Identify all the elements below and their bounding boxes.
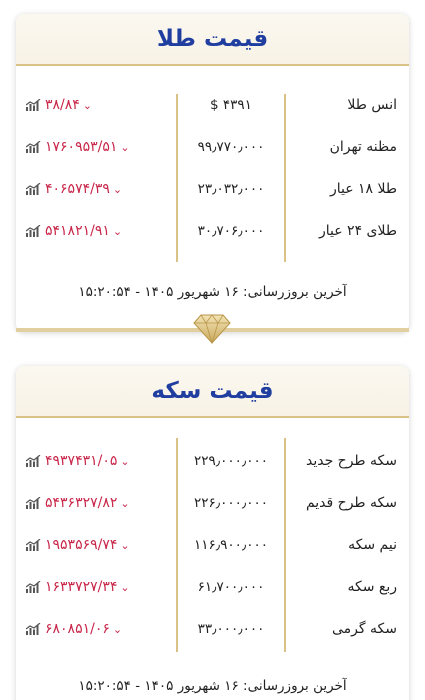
change-amount: ۵۴۱۸۲۱/۹۱ [45,223,110,239]
chevron-down-icon: ⌄ [120,140,130,154]
bar-chart-icon [26,455,42,467]
price-row-gold-18k[interactable] [16,168,409,210]
price-value: ۱۱۶٫۹۰۰٫۰۰۰ [193,537,269,553]
change-amount: ۳۸/۸۴ [45,97,80,113]
last-update-text: آخرین بروزرسانی: ۱۶ شهریور ۱۴۰۵ - ۱۵:۲۰:۵۴ [78,284,347,300]
change-value [26,210,122,252]
bar-chart-icon [26,497,42,509]
chevron-down-icon: ⌄ [120,538,130,552]
price-value: ۶۱٫۷۰۰٫۰۰۰ [197,579,265,595]
price-value: ۲۳٫۰۳۲٫۰۰۰ [197,181,265,197]
coin-card-title: قیمت سکه [151,378,274,404]
change-amount: ۶۸۰۸۵۱/۰۶ [45,621,110,637]
item-name: انس طلا [347,97,397,113]
item-name: مظنه تهران [329,139,397,155]
price-value: ۳۳٫۰۰۰٫۰۰۰ [197,621,265,637]
bar-chart-icon [26,539,42,551]
price-row-tehran[interactable] [16,126,409,168]
coin-price-list [16,418,409,637]
change-value [26,524,130,566]
chevron-down-icon: ⌄ [112,182,123,196]
gold-price-card [16,14,409,332]
price-row-quarter-coin[interactable] [16,566,409,608]
price-row-ounce[interactable] [16,84,409,126]
price-row-half-coin[interactable] [16,524,409,566]
last-update-text: آخرین بروزرسانی: ۱۶ شهریور ۱۴۰۵ - ۱۵:۲۰:۵۴ [78,678,347,694]
change-amount: ۵۴۳۶۳۲۷/۸۲ [45,495,118,511]
change-value [26,440,130,482]
change-amount: ۱۹۵۳۵۶۹/۷۴ [45,537,118,553]
change-amount: ۴۹۳۷۴۳۱/۰۵ [45,453,118,469]
item-name: سکه طرح قدیم [305,495,397,511]
change-amount: ۱۶۳۳۷۲۷/۳۴ [45,579,118,595]
change-amount: ۱۷۶۰۹۵۳/۵۱ [45,139,118,155]
coin-card-header [16,366,409,418]
item-name: سکه طرح جدید [305,453,397,469]
price-row-gold-24k[interactable] [16,210,409,252]
change-value [26,168,122,210]
item-name: ربع سکه [347,579,397,595]
item-name: طلا ۱۸ عیار [329,181,397,197]
price-value: ۲۲۹٫۰۰۰٫۰۰۰ [193,453,269,469]
gold-card-header [16,14,409,66]
change-value [26,84,92,126]
coin-price-card [16,366,409,700]
change-value [26,126,130,168]
price-row-gram-coin[interactable] [16,608,409,650]
chevron-down-icon: ⌄ [112,224,123,238]
chevron-down-icon: ⌄ [82,98,93,112]
change-value [26,566,130,608]
gold-card-title: قیمت طلا [156,26,269,52]
change-amount: ۴۰۶۵۷۴/۳۹ [45,181,110,197]
price-value: ۹۹٫۷۷۰٫۰۰۰ [197,139,265,155]
price-value: ۲۲۶٫۰۰۰٫۰۰۰ [193,495,269,511]
bar-chart-icon [26,183,42,195]
price-value: $ ۴۳۹۱ [210,97,252,113]
bar-chart-icon [26,99,42,111]
item-name: طلای ۲۴ عیار [318,223,397,239]
price-value: ۳۰٫۷۰۶٫۰۰۰ [197,223,265,239]
chevron-down-icon: ⌄ [120,580,130,594]
chevron-down-icon: ⌄ [120,454,130,468]
chevron-down-icon: ⌄ [112,622,123,636]
item-name: نیم سکه [348,537,397,553]
gold-price-list [16,66,409,239]
bar-chart-icon [26,225,42,237]
bar-chart-icon [26,581,42,593]
chevron-down-icon: ⌄ [120,496,130,510]
price-row-new-coin[interactable] [16,440,409,482]
price-row-old-coin[interactable] [16,482,409,524]
bar-chart-icon [26,141,42,153]
item-name: سکه گرمی [332,621,397,637]
change-value [26,608,122,650]
bar-chart-icon [26,623,42,635]
change-value [26,482,130,524]
diamond-icon [193,311,231,345]
